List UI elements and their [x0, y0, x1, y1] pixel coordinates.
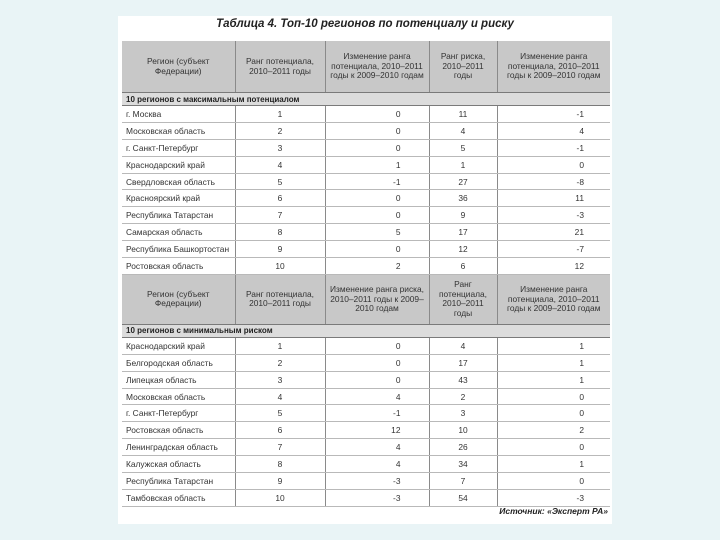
table-row — [122, 489, 610, 506]
region-cell: Самарская область — [122, 224, 235, 241]
value-cell: 0 — [325, 241, 429, 258]
value-cell: -3 — [325, 489, 429, 506]
region-cell: Ленинградская область — [122, 439, 235, 456]
value-cell: 9 — [429, 207, 497, 224]
value-cell: 1 — [497, 371, 610, 388]
value-cell: -3 — [325, 473, 429, 490]
value-cell: 12 — [497, 258, 610, 275]
value-cell: 4 — [429, 337, 497, 354]
value-cell: -3 — [497, 489, 610, 506]
value-cell: 6 — [429, 258, 497, 275]
value-cell: 0 — [325, 190, 429, 207]
value-cell: 0 — [325, 371, 429, 388]
value-cell: 10 — [429, 422, 497, 439]
value-cell: -1 — [325, 405, 429, 422]
value-cell: 34 — [429, 456, 497, 473]
region-cell: Белгородская область — [122, 354, 235, 371]
source-note: Источник: «Эксперт РА» — [499, 506, 608, 516]
section-row — [122, 93, 610, 106]
value-cell: 4 — [429, 122, 497, 139]
table-row — [122, 439, 610, 456]
ranking-table — [122, 41, 610, 507]
value-cell: 0 — [325, 354, 429, 371]
value-cell: 3 — [235, 139, 325, 156]
column-header: Изменение ранга потенциала, 2010–2011 годы к 2009–2010 годам — [497, 41, 610, 93]
region-cell: Республика Башкортостан — [122, 241, 235, 258]
region-cell: Калужская область — [122, 456, 235, 473]
region-cell: Ростовская область — [122, 258, 235, 275]
value-cell: 21 — [497, 224, 610, 241]
region-cell: Республика Татарстан — [122, 473, 235, 490]
value-cell: 6 — [235, 190, 325, 207]
value-cell: 1 — [497, 456, 610, 473]
region-cell: Ростовская область — [122, 422, 235, 439]
column-header: Ранг потенциала, 2010–2011 годы — [235, 41, 325, 93]
header-row — [122, 274, 610, 324]
value-cell: 0 — [497, 405, 610, 422]
region-cell: Московская область — [122, 388, 235, 405]
value-cell: 12 — [429, 241, 497, 258]
value-cell: 7 — [429, 473, 497, 490]
value-cell: 0 — [325, 337, 429, 354]
table-row — [122, 173, 610, 190]
region-cell: г. Санкт-Петербург — [122, 405, 235, 422]
value-cell: 54 — [429, 489, 497, 506]
value-cell: 0 — [497, 473, 610, 490]
table-row — [122, 354, 610, 371]
value-cell: 4 — [325, 388, 429, 405]
table-row — [122, 258, 610, 275]
region-cell: Тамбовская область — [122, 489, 235, 506]
section-title: 10 регионов с максимальным потенциалом — [122, 93, 610, 106]
table-row — [122, 405, 610, 422]
table-row — [122, 241, 610, 258]
value-cell: 12 — [325, 422, 429, 439]
value-cell: 26 — [429, 439, 497, 456]
value-cell: 10 — [235, 258, 325, 275]
value-cell: 4 — [325, 456, 429, 473]
value-cell: 0 — [325, 122, 429, 139]
value-cell: 1 — [497, 354, 610, 371]
value-cell: 2 — [235, 122, 325, 139]
region-cell: г. Москва — [122, 106, 235, 123]
table-row — [122, 156, 610, 173]
table-row — [122, 371, 610, 388]
value-cell: 7 — [235, 439, 325, 456]
value-cell: 6 — [235, 422, 325, 439]
value-cell: 2 — [429, 388, 497, 405]
value-cell: 17 — [429, 224, 497, 241]
table-row — [122, 388, 610, 405]
table-row — [122, 224, 610, 241]
value-cell: 4 — [235, 388, 325, 405]
column-header: Ранг потенциала, 2010–2011 годы — [235, 274, 325, 324]
value-cell: 0 — [325, 207, 429, 224]
header-row — [122, 41, 610, 93]
value-cell: -1 — [497, 139, 610, 156]
value-cell: 4 — [235, 156, 325, 173]
value-cell: -3 — [497, 207, 610, 224]
value-cell: -1 — [497, 106, 610, 123]
section-row — [122, 324, 610, 337]
value-cell: 4 — [325, 439, 429, 456]
column-header: Изменение ранга риска, 2010–2011 годы к 2009–2010 годам — [325, 274, 429, 324]
value-cell: 7 — [235, 207, 325, 224]
table-title: Таблица 4. Топ-10 регионов по потенциалу и риску — [216, 18, 514, 30]
value-cell: 8 — [235, 224, 325, 241]
value-cell: 0 — [497, 156, 610, 173]
value-cell: -8 — [497, 173, 610, 190]
value-cell: 36 — [429, 190, 497, 207]
section-title: 10 регионов с минимальным риском — [122, 324, 610, 337]
region-cell: Республика Татарстан — [122, 207, 235, 224]
value-cell: -1 — [325, 173, 429, 190]
value-cell: 1 — [235, 337, 325, 354]
table-row — [122, 190, 610, 207]
value-cell: 5 — [235, 405, 325, 422]
table-row — [122, 337, 610, 354]
value-cell: 3 — [235, 371, 325, 388]
value-cell: 4 — [497, 122, 610, 139]
table-row — [122, 422, 610, 439]
region-cell: Краснодарский край — [122, 337, 235, 354]
value-cell: 3 — [429, 405, 497, 422]
column-header: Изменение ранга потенциала, 2010–2011 годы к 2009–2010 годам — [497, 274, 610, 324]
region-cell: Липецкая область — [122, 371, 235, 388]
value-cell: 1 — [235, 106, 325, 123]
value-cell: 27 — [429, 173, 497, 190]
value-cell: 5 — [429, 139, 497, 156]
value-cell: 2 — [235, 354, 325, 371]
region-cell: Московская область — [122, 122, 235, 139]
value-cell: 1 — [429, 156, 497, 173]
value-cell: 2 — [325, 258, 429, 275]
value-cell: 1 — [325, 156, 429, 173]
value-cell: 11 — [497, 190, 610, 207]
table-row — [122, 207, 610, 224]
region-cell: Красноярский край — [122, 190, 235, 207]
column-header: Изменение ранга потенциала, 2010–2011 годы к 2009–2010 годам — [325, 41, 429, 93]
value-cell: 43 — [429, 371, 497, 388]
value-cell: 17 — [429, 354, 497, 371]
value-cell: 0 — [325, 139, 429, 156]
value-cell: 5 — [325, 224, 429, 241]
value-cell: 0 — [497, 439, 610, 456]
column-header: Ранг потенциала, 2010–2011 годы — [429, 274, 497, 324]
column-header: Регион (субъект Федерации) — [122, 41, 235, 93]
value-cell: 8 — [235, 456, 325, 473]
table-row — [122, 456, 610, 473]
value-cell: 0 — [325, 106, 429, 123]
column-header: Регион (субъект Федерации) — [122, 274, 235, 324]
region-cell: Краснодарский край — [122, 156, 235, 173]
value-cell: 9 — [235, 473, 325, 490]
value-cell: 5 — [235, 173, 325, 190]
value-cell: -7 — [497, 241, 610, 258]
value-cell: 0 — [497, 388, 610, 405]
value-cell: 2 — [497, 422, 610, 439]
region-cell: г. Санкт-Петербург — [122, 139, 235, 156]
table-row — [122, 139, 610, 156]
value-cell: 1 — [497, 337, 610, 354]
value-cell: 9 — [235, 241, 325, 258]
value-cell: 11 — [429, 106, 497, 123]
value-cell: 10 — [235, 489, 325, 506]
region-cell: Свердловская область — [122, 173, 235, 190]
table-row — [122, 106, 610, 123]
table-row — [122, 122, 610, 139]
table-row — [122, 473, 610, 490]
column-header: Ранг риска, 2010–2011 годы — [429, 41, 497, 93]
